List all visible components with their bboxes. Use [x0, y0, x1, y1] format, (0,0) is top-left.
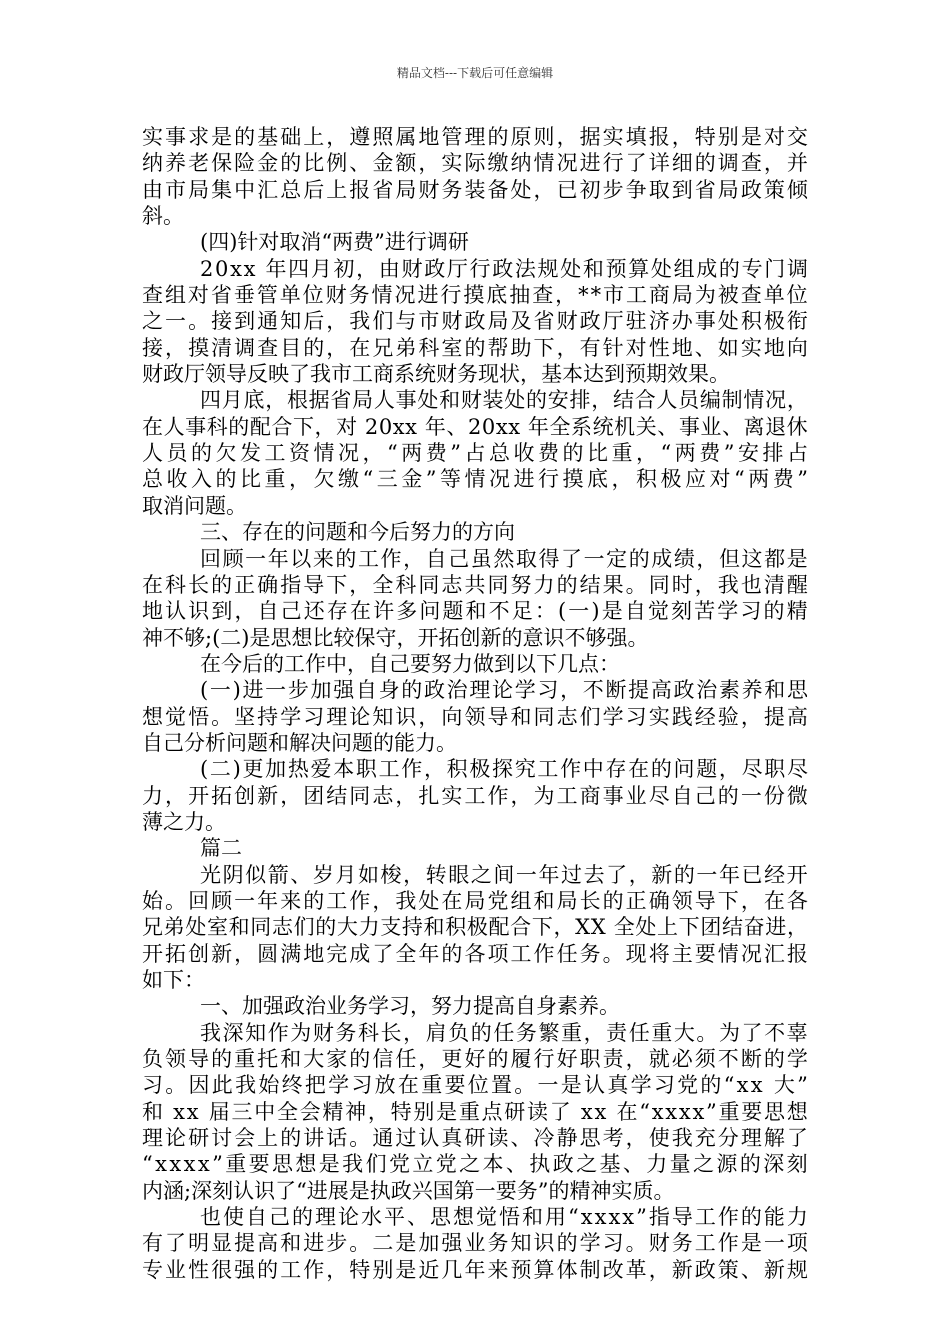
text-line: 想 觉 悟 。 坚 持 学 习 理 论 知 识 ， 向 领 导 和 同 志 们 学 习 实 践 经 验 ， 提 高: [142, 704, 808, 729]
text-line: 之 一 。 接 到 通 知 后 ， 我 们 与 市 财 政 局 及 省 财 政 厅 驻 济 办 事 处 积 极 衔: [142, 309, 808, 334]
text-line: 如下：: [142, 968, 205, 992]
text-line: ( 一 ) 进 一 步 加 强 自 身 的 政 治 理 论 学 习 ， 不 断 提 高 政 治 素 养 和 思: [200, 678, 808, 703]
text-line: 由 市 局 集 中 汇 总 后 上 报 省 局 财 务 装 备 处 ， 已 初 步 争 取 到 省 局 政 策 倾: [142, 177, 808, 202]
text-line: 三、存在的问题和今后努力的方向: [200, 520, 515, 545]
text-line: 和 x x 届 三 中 全 会 精 神 ， 特 别 是 重 点 研 读 了 x x 在 “ x x x x ” 重 要 思 想: [142, 1099, 808, 1124]
text-line: 在 科 长 的 正 确 指 导 下 ， 全 科 同 志 共 同 努 力 的 结 果 。 同 时 ， 我 也 清 醒: [142, 572, 808, 597]
text-line: 光 阴 似 箭 、 岁 月 如 梭 ， 转 眼 之 间 一 年 过 去 了 ， 新 的 一 年 已 经 开: [200, 862, 808, 887]
text-line: 开 拓 创 新 ， 圆 满 地 完 成 了 全 年 的 各 项 工 作 任 务 。 现 将 主 要 情 况 汇 报: [142, 941, 808, 966]
document-body: [142, 124, 808, 1283]
text-line: 在 人 事 科 的 配 合 下 ， 对 2 0 x x 年 、 2 0 x x 年 全 系 统 机 关 、 事 业 、 离 退 休: [142, 414, 808, 439]
text-line: 在今后的工作中，自己要努力做到以下几点：: [200, 651, 620, 676]
text-line: 一、加强政治业务学习，努力提高自身素养。: [200, 994, 620, 1019]
text-line: 薄之力。: [142, 809, 226, 834]
text-line: 内涵;深刻认识了“进展是执政兴国第一要务”的精神实质。: [142, 1178, 675, 1203]
text-line: 财政厅领导反映了我市工商系统财务现状，基本达到预期效果。: [142, 362, 730, 387]
text-line: 习 。 因 此 我 始 终 把 学 习 放 在 重 要 位 置 。 一 是 认 真 学 习 党 的 “ x x 大 ”: [142, 1073, 808, 1098]
text-line: 回 顾 一 年 以 来 的 工 作 ， 自 己 虽 然 取 得 了 一 定 的 成 绩 ， 但 这 都 是: [200, 546, 808, 571]
text-line: 自己分析问题和解决问题的能力。: [142, 730, 457, 755]
text-line: 篇二: [200, 836, 242, 861]
text-line: 实 事 求 是 的 基 础 上 ， 遵 照 属 地 管 理 的 原 则 ， 据 实 填 报 ， 特 别 是 对 交: [142, 125, 808, 149]
text-line: 总 收 入 的 比 重 ， 欠 缴 “ 三 金 ” 等 情 况 进 行 摸 底 ， 积 极 应 对 “ 两 费 ”: [142, 467, 808, 492]
text-line: 2 0 x x 年 四 月 初 ， 由 财 政 厅 行 政 法 规 处 和 预 算 处 组 成 的 专 门 调: [200, 256, 808, 281]
text-line: 始 。 回 顾 一 年 来 的 工 作 ， 我 处 在 局 党 组 和 局 长 的 正 确 领 导 下 ， 在 各: [142, 888, 808, 913]
text-line: 负 领 导 的 重 托 和 大 家 的 信 任 ， 更 好 的 履 行 好 职 责 ， 就 必 须 不 断 的 学: [142, 1047, 808, 1072]
text-line: “ x x x x ” 重 要 思 想 是 我 们 党 立 党 之 本 、 执 政 之 基 、 力 量 之 源 的 深 刻: [142, 1152, 808, 1177]
text-line: 力 ， 开 拓 创 新 ， 团 结 同 志 ， 扎 实 工 作 ， 为 工 商 事 业 尽 自 己 的 一 份 微: [142, 783, 808, 808]
text-line: 取消问题。: [142, 493, 247, 518]
text-line: 四 月 底 ， 根 据 省 局 人 事 处 和 财 装 处 的 安 排 ， 结 合 人 员 编 制 情 况 ，: [200, 388, 808, 413]
text-line: 查 组 对 省 垂 管 单 位 财 务 情 况 进 行 摸 底 抽 查 ， * * 市 工 商 局 为 被 查 单 位: [142, 283, 808, 308]
text-line: 我 深 知 作 为 财 务 科 长 ， 肩 负 的 任 务 繁 重 ， 责 任 重 大 。 为 了 不 辜: [200, 1020, 808, 1045]
text-line: 有 了 明 显 提 高 和 进 步 。 二 是 加 强 业 务 知 识 的 学 习 。 财 务 工 作 是 一 项: [142, 1231, 808, 1256]
text-line: 也 使 自 己 的 理 论 水 平 、 思 想 觉 悟 和 用 “ x x x x ” 指 导 工 作 的 能 力: [200, 1205, 808, 1230]
text-line: 斜。: [142, 204, 184, 229]
text-line: 理 论 研 讨 会 上 的 讲 话 。 通 过 认 真 研 读 、 冷 静 思 考 ， 使 我 充 分 理 解 了: [142, 1126, 808, 1151]
text-line: 神不够;(二)是思想比较保守，开拓创新的意识不够强。: [142, 625, 649, 650]
text-line: 兄 弟 处 室 和 同 志 们 的 大 力 支 持 和 积 极 配 合 下 ， X X 全 处 上 下 团 结 奋 进 ，: [142, 915, 808, 940]
page-header: 精品文档---下载后可任意编辑: [396, 66, 554, 80]
text-line: 人 员 的 欠 发 工 资 情 况 ， “ 两 费 ” 占 总 收 费 的 比 重 ， “ 两 费 ” 安 排 占: [142, 441, 808, 466]
text-line: 纳 养 老 保 险 金 的 比 例 、 金 额 ， 实 际 缴 纳 情 况 进 行 了 详 细 的 调 查 ， 并: [142, 151, 808, 176]
text-line: ( 二 ) 更 加 热 爱 本 职 工 作 ， 积 极 探 究 工 作 中 存 在 的 问 题 ， 尽 职 尽: [200, 757, 808, 782]
text-line: 专 业 性 很 强 的 工 作 ， 特 别 是 近 几 年 来 预 算 体 制 改 革 ， 新 政 策 、 新 规: [142, 1257, 808, 1282]
text-line: (四)针对取消“两费”进行调研: [200, 230, 469, 255]
text-line: 地 认 识 到 ， 自 己 还 存 在 许 多 问 题 和 不 足 ： ( 一 ) 是 自 觉 刻 苦 学 习 的 精: [142, 599, 808, 624]
text-line: 接 ， 摸 清 调 查 目 的 ， 在 兄 弟 科 室 的 帮 助 下 ， 有 针 对 性 地 、 如 实 地 向: [142, 335, 808, 360]
